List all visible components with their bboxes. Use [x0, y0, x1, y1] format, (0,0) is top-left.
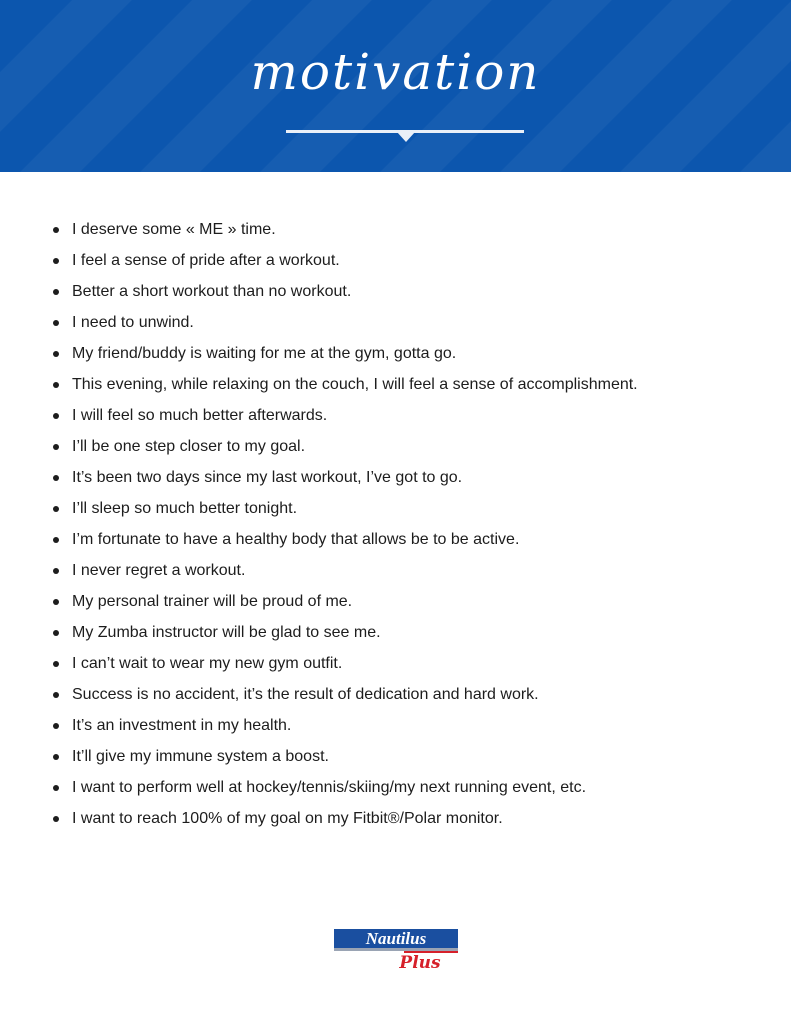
list-item-text: I want to reach 100% of my goal on my Fitbit®/Polar monitor.: [72, 810, 503, 827]
list-item-text: I never regret a workout.: [72, 562, 246, 579]
bullet-icon: [53, 568, 59, 574]
list-item: [50, 493, 638, 524]
title-divider-pointer: [397, 132, 415, 142]
list-item-text: It’s been two days since my last workout, I’ve got to go.: [72, 469, 463, 486]
bullet-icon: [53, 785, 59, 791]
bullet-icon: [53, 444, 59, 450]
list-item: [50, 276, 638, 307]
list-item-text: I’m fortunate to have a healthy body that allows be to be active.: [72, 531, 520, 548]
bullet-icon: [53, 816, 59, 822]
bullet-icon: [53, 382, 59, 388]
list-item-text: I want to perform well at hockey/tennis/skiing/my next running event, etc.: [72, 779, 587, 796]
list-item: [50, 741, 638, 772]
logo-gray-banner: [334, 948, 458, 951]
motivation-list: [50, 214, 638, 834]
list-item: [50, 214, 638, 245]
list-item-text: My friend/buddy is waiting for me at the gym, gotta go.: [72, 345, 457, 362]
list-item: [50, 431, 638, 462]
list-item: [50, 369, 638, 400]
logo-tagline-text: Plus: [399, 953, 441, 973]
bullet-icon: [53, 599, 59, 605]
list-item-text: I can’t wait to wear my new gym outfit.: [72, 655, 343, 672]
header-banner: [0, 0, 791, 172]
list-item-text: It’ll give my immune system a boost.: [72, 748, 329, 765]
list-item-text: I feel a sense of pride after a workout.: [72, 252, 340, 269]
bullet-icon: [53, 258, 59, 264]
bullet-icon: [53, 754, 59, 760]
list-item: [50, 617, 638, 648]
bullet-icon: [53, 413, 59, 419]
bullet-icon: [53, 630, 59, 636]
bullet-icon: [53, 320, 59, 326]
bullet-icon: [53, 351, 59, 357]
list-item: [50, 772, 638, 803]
list-item: [50, 555, 638, 586]
bullet-icon: [53, 475, 59, 481]
list-item-text: I’ll be one step closer to my goal.: [72, 438, 306, 455]
list-item-text: It’s an investment in my health.: [72, 717, 292, 734]
list-item: [50, 400, 638, 431]
list-item: [50, 307, 638, 338]
list-item: [50, 648, 638, 679]
page-title: motivation: [250, 43, 541, 101]
list-item-text: I deserve some « ME » time.: [72, 221, 276, 238]
list-item: [50, 245, 638, 276]
list-item-text: Better a short workout than no workout.: [72, 283, 352, 300]
list-item-text: Success is no accident, it’s the result of dedication and hard work.: [72, 686, 539, 703]
list-item-text: My Zumba instructor will be glad to see me.: [72, 624, 381, 641]
list-item: [50, 462, 638, 493]
list-item-text: I’ll sleep so much better tonight.: [72, 500, 298, 517]
bullet-icon: [53, 506, 59, 512]
bullet-icon: [53, 661, 59, 667]
list-item-text: This evening, while relaxing on the couch, I will feel a sense of accomplishment.: [72, 376, 638, 393]
bullet-icon: [53, 227, 59, 233]
list-item-text: My personal trainer will be proud of me.: [72, 593, 353, 610]
bullet-icon: [53, 692, 59, 698]
bullet-icon: [53, 537, 59, 543]
logo-brand-text: Nautilus: [365, 929, 427, 948]
list-item-text: I need to unwind.: [72, 314, 194, 331]
list-item: [50, 586, 638, 617]
bullet-icon: [53, 723, 59, 729]
list-item: [50, 524, 638, 555]
bullet-icon: [53, 289, 59, 295]
list-item: [50, 338, 638, 369]
list-item: [50, 679, 638, 710]
list-item: [50, 710, 638, 741]
list-item: [50, 803, 638, 834]
list-item-text: I will feel so much better afterwards.: [72, 407, 328, 424]
nautilus-plus-logo: [334, 927, 458, 975]
